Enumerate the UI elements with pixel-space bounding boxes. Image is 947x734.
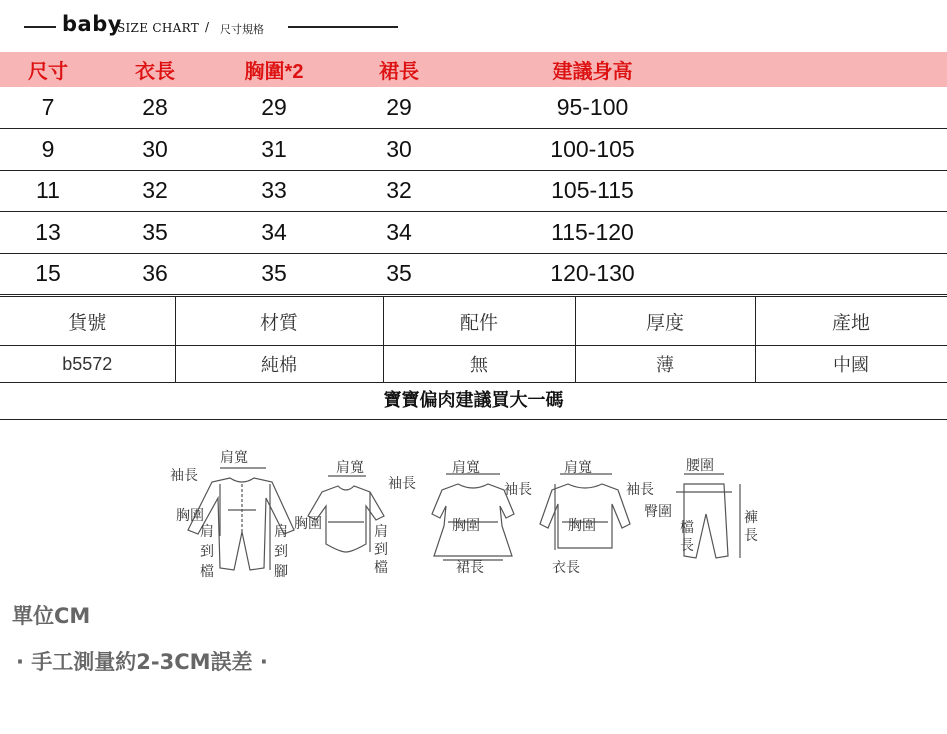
cell-skirt: 32	[386, 177, 412, 204]
romper-chest-label: 胸圍	[176, 508, 204, 524]
garment-sketches	[160, 440, 780, 590]
size-table	[0, 52, 947, 295]
bodysuit-crotch-label-1: 肩	[374, 524, 388, 540]
chart-header	[0, 12, 947, 42]
cell-chest: 35	[261, 260, 287, 287]
cell-empty	[721, 253, 947, 295]
cell-size: 7	[41, 94, 55, 120]
title-separator: /	[205, 20, 210, 34]
size-chart-title: SIZE CHART	[117, 21, 200, 35]
bodysuit-sleeve-label: 袖長	[388, 476, 416, 492]
top-shoulder-label: 肩寬	[564, 460, 592, 476]
col-chest: 胸圍*2	[244, 61, 304, 83]
pants-length-label-2: 長	[744, 528, 758, 544]
cell-size: 11	[36, 177, 60, 204]
cell-height: 100-105	[550, 135, 635, 162]
cell-length: 32	[142, 177, 168, 204]
dress-skirt-label: 裙長	[456, 560, 484, 576]
col-skirt: 裙長	[379, 61, 419, 83]
cell-skirt: 35	[386, 260, 412, 287]
label-origin: 產地	[755, 297, 947, 346]
cell-empty	[721, 129, 947, 171]
cell-skirt: 34	[386, 218, 412, 245]
product-info-table	[0, 296, 947, 383]
table-row	[0, 253, 947, 295]
cell-length: 35	[142, 218, 168, 245]
unit-label: 單位CM	[12, 604, 91, 628]
dress-sleeve-label: 袖長	[504, 482, 532, 498]
cell-height: 115-120	[551, 218, 634, 245]
label-item-no: 貨號	[0, 297, 175, 346]
top-sleeve-label: 袖長	[626, 482, 654, 498]
col-height: 建議身高	[552, 61, 633, 83]
cell-empty	[721, 212, 947, 254]
value-origin: 中國	[755, 346, 947, 383]
cell-size: 15	[35, 260, 61, 287]
pants-rise-label-2: 長	[680, 538, 694, 554]
value-item-no: b5572	[0, 346, 175, 383]
table-row	[0, 170, 947, 212]
table-row	[0, 87, 947, 129]
size-chart-title-cn: 尺寸規格	[220, 23, 264, 36]
cell-height: 105-115	[551, 177, 634, 204]
cell-height: 120-130	[550, 260, 635, 287]
header-rule-right	[288, 26, 398, 28]
measurement-diagram	[160, 440, 780, 590]
romper-crotch-label-3: 檔	[200, 564, 214, 580]
cell-size: 13	[35, 218, 61, 245]
cell-chest: 33	[261, 177, 287, 204]
dress-chest-label: 胸圍	[452, 518, 480, 534]
label-accessory: 配件	[383, 297, 575, 346]
cell-chest: 29	[261, 94, 287, 120]
pants-waist-label: 腰圍	[686, 458, 714, 474]
romper-crotch-label-1: 肩	[200, 524, 214, 540]
size-table-header	[0, 52, 947, 87]
romper-foot-label-1: 肩	[274, 524, 288, 540]
col-empty	[721, 52, 947, 87]
cell-length: 30	[142, 135, 168, 162]
bodysuit-shoulder-label: 肩寬	[336, 460, 364, 476]
size-advice-note: 寶寶偏肉建議買大一碼	[0, 383, 947, 420]
romper-shoulder-label: 肩寬	[220, 450, 248, 466]
cell-empty	[721, 87, 947, 129]
romper-foot-label-2: 到	[274, 544, 288, 560]
cell-chest: 34	[261, 218, 287, 245]
cell-skirt: 30	[386, 135, 412, 162]
bodysuit-crotch-label-2: 到	[374, 542, 388, 558]
cell-length: 28	[142, 94, 168, 120]
table-row	[0, 129, 947, 171]
cell-size: 9	[41, 135, 55, 162]
romper-crotch-label-2: 到	[200, 544, 214, 560]
bodysuit-chest-label: 胸圍	[294, 516, 322, 532]
info-label-row	[0, 297, 947, 346]
measurement-error-note: · 手工測量約2-3CM誤差 ·	[16, 650, 268, 674]
cell-empty	[721, 170, 947, 212]
value-accessory: 無	[383, 346, 575, 383]
top-length-label: 衣長	[552, 560, 580, 576]
cell-chest: 31	[261, 135, 287, 162]
table-row	[0, 212, 947, 254]
value-material: 純棉	[175, 346, 383, 383]
cell-skirt: 29	[386, 94, 412, 120]
value-thickness: 薄	[575, 346, 755, 383]
pants-hip-label: 臀圍	[644, 504, 672, 520]
top-chest-label: 胸圍	[568, 518, 596, 534]
romper-foot-label-3: 腳	[274, 564, 288, 580]
info-value-row	[0, 346, 947, 383]
cell-height: 95-100	[556, 94, 629, 120]
dress-shoulder-label: 肩寬	[452, 460, 480, 476]
bodysuit-crotch-label-3: 檔	[374, 560, 388, 576]
top-outline	[540, 484, 630, 548]
pants-rise-label-1: 檔	[680, 520, 694, 536]
pants-length-label-1: 褲	[744, 510, 758, 526]
label-material: 材質	[175, 297, 383, 346]
label-thickness: 厚度	[575, 297, 755, 346]
header-rule-left	[24, 26, 56, 28]
romper-sleeve-label: 袖長	[170, 468, 198, 484]
col-length: 衣長	[135, 61, 175, 83]
col-size: 尺寸	[28, 61, 68, 83]
brand-label: baby	[62, 12, 122, 36]
cell-length: 36	[142, 260, 168, 287]
